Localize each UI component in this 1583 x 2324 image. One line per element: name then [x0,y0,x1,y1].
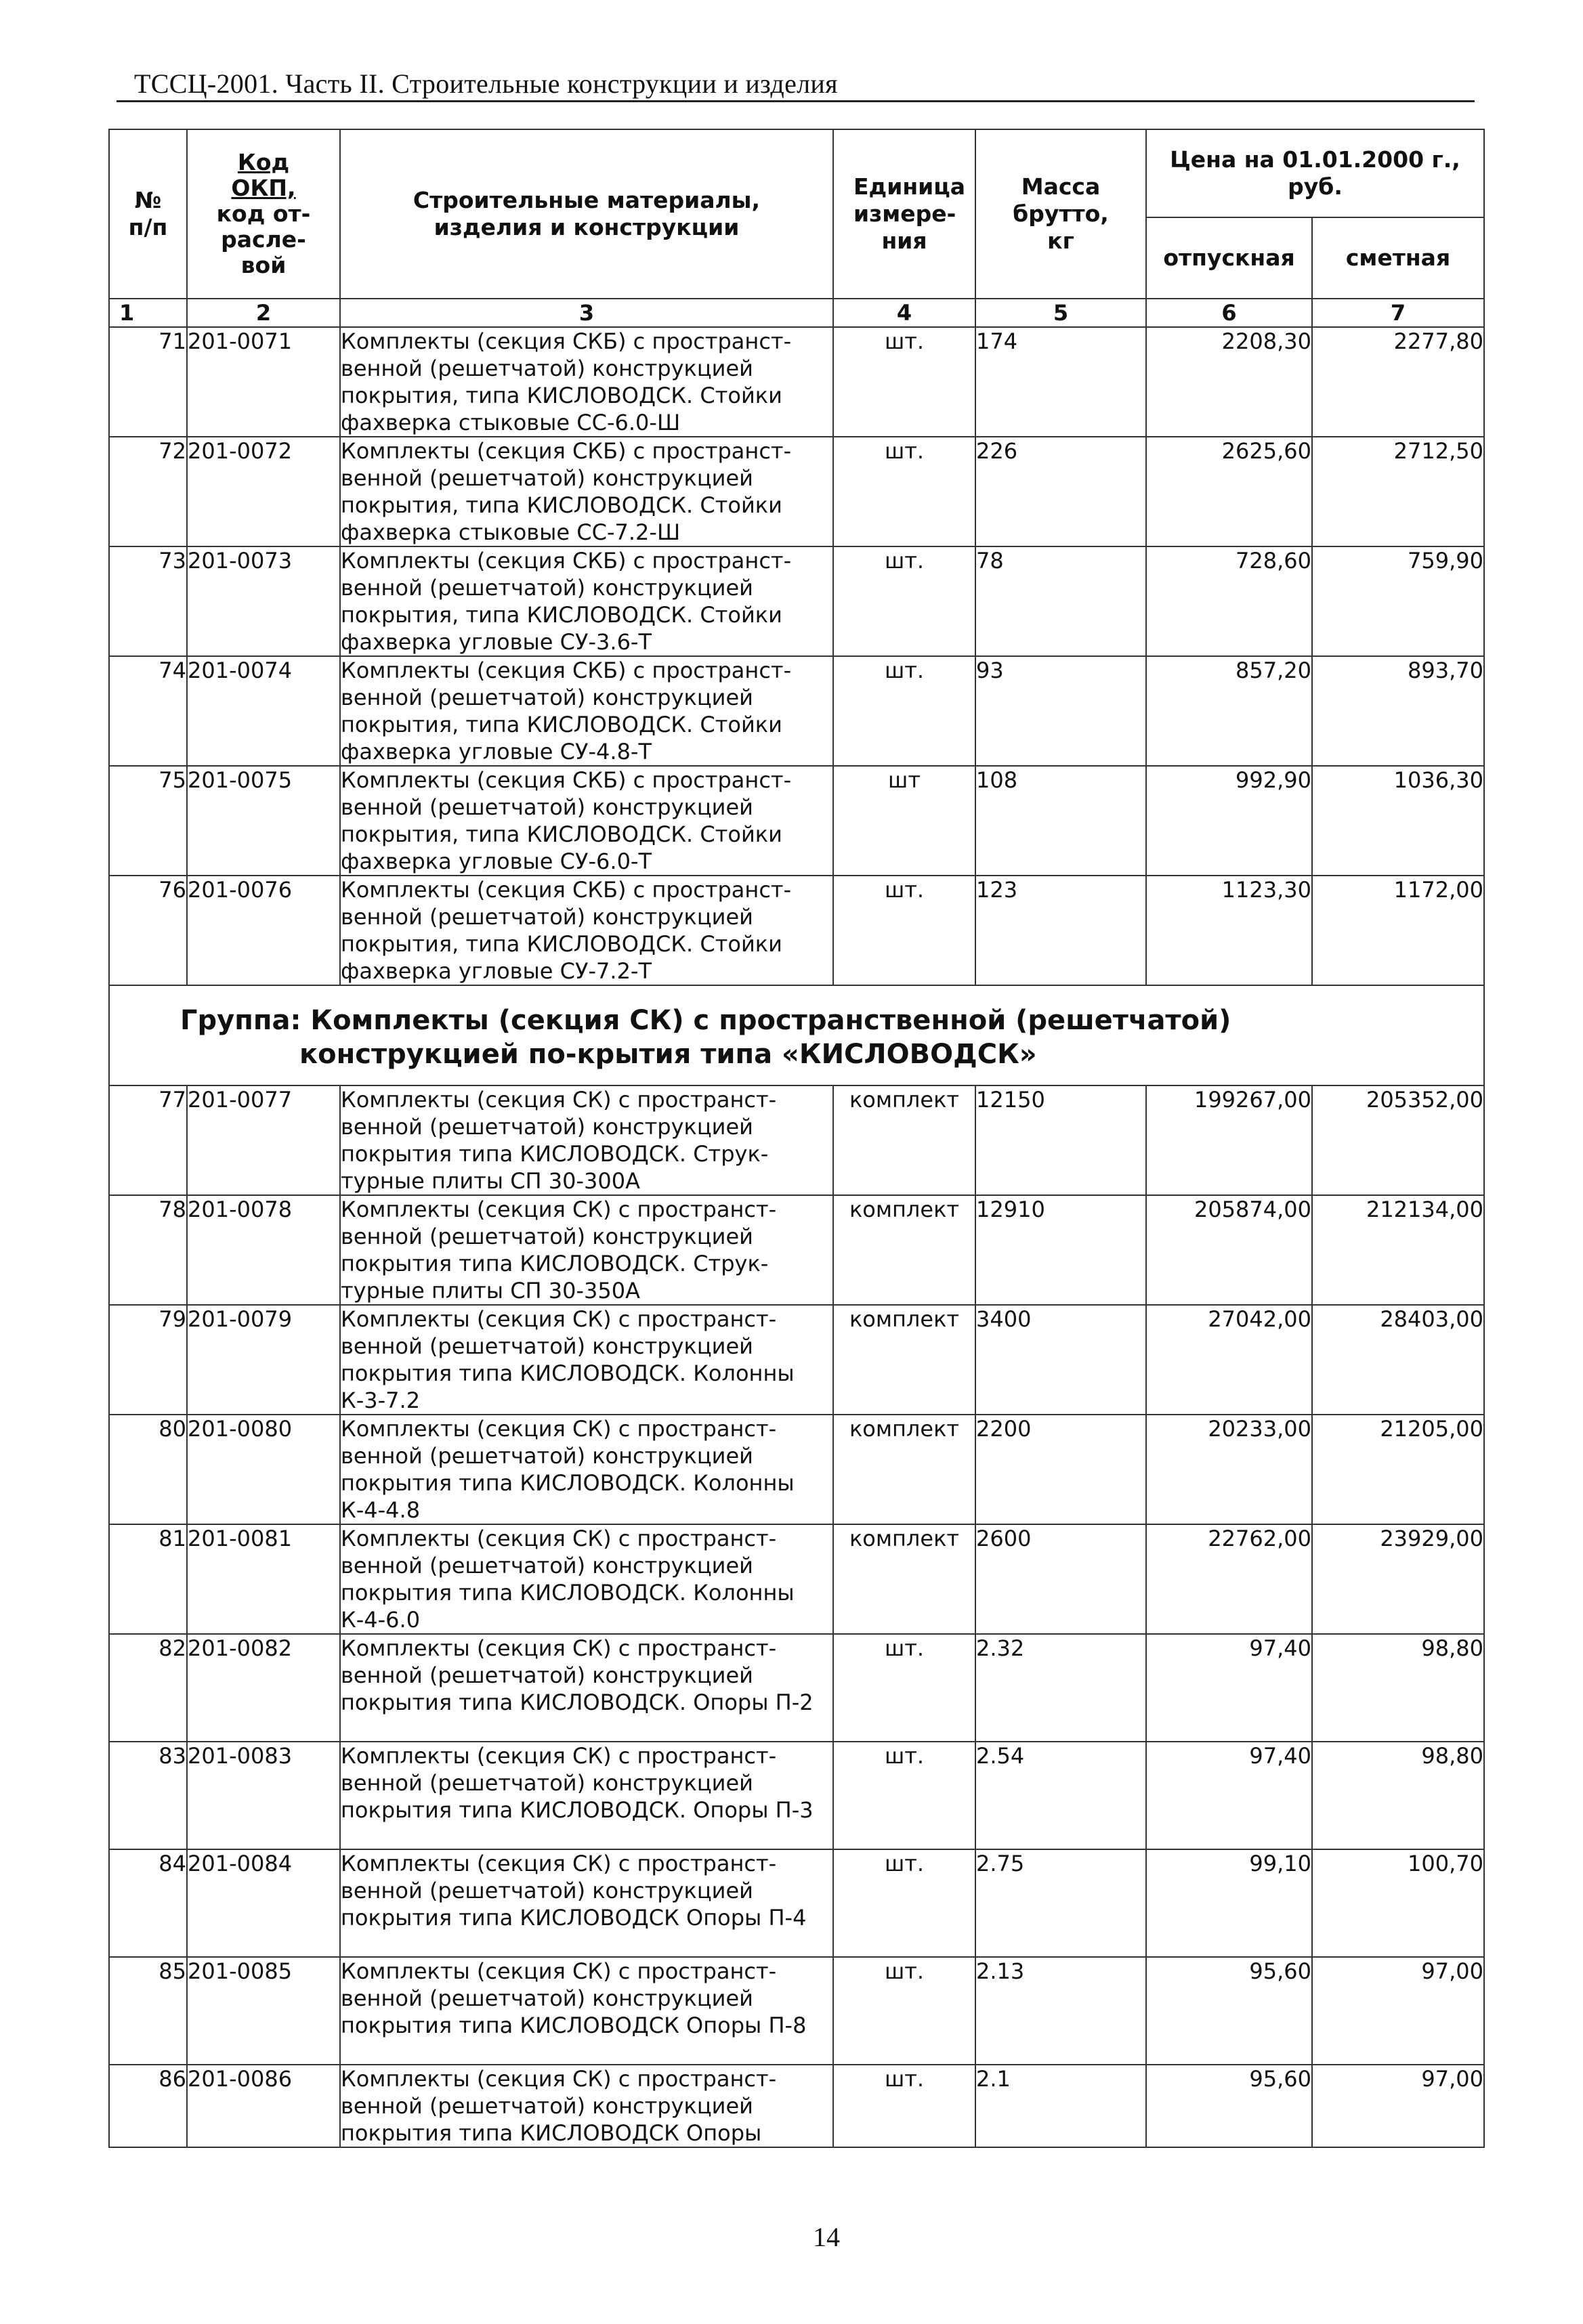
column-number: 7 [1312,299,1484,327]
row-description: Комплекты (секция СК) с пространст-венной (решетчатой) конструкцией покрытия типа КИСЛОВОДСК. Опоры П-2 [340,1634,833,1742]
row-unit: шт. [833,546,975,656]
row-estimate-price: 212134,00 [1312,1195,1484,1305]
row-code: 201-0072 [187,437,340,546]
row-code: 201-0079 [187,1305,340,1415]
row-estimate-price: 97,00 [1312,2065,1484,2147]
table-row [109,1305,1484,1415]
row-number: 80 [109,1415,187,1524]
row-release-price: 205874,00 [1146,1195,1312,1305]
row-code: 201-0085 [187,1957,340,2065]
header-rule [117,100,1475,102]
row-code: 201-0084 [187,1849,340,1957]
column-number: 1 [109,299,187,327]
row-unit: шт. [833,876,975,985]
row-description: Комплекты (секция СК) с пространст-венной (решетчатой) конструкцией покрытия типа КИСЛОВОДСК Опоры П-8 [340,1957,833,2065]
group-row [109,985,1484,1085]
row-unit: шт. [833,2065,975,2147]
header-num: № п/п [109,129,187,299]
row-code: 201-0080 [187,1415,340,1524]
row-mass: 78 [975,546,1146,656]
table-row [109,1957,1484,2065]
header-okp: Код ОКП, код от-расле-вой [187,129,340,299]
row-release-price: 20233,00 [1146,1415,1312,1524]
row-number: 71 [109,327,187,437]
row-estimate-price: 1172,00 [1312,876,1484,985]
row-number: 74 [109,656,187,766]
row-description: Комплекты (секция СКБ) с пространст-венной (решетчатой) конструкцией покрытия, типа КИСЛОВОДСК. Стойки фахверка угловые СУ-4.8-Т [340,656,833,766]
row-mass: 93 [975,656,1146,766]
row-release-price: 728,60 [1146,546,1312,656]
table-row [109,1195,1484,1305]
row-mass: 123 [975,876,1146,985]
row-number: 84 [109,1849,187,1957]
row-description: Комплекты (секция СК) с пространст-венной (решетчатой) конструкцией покрытия типа КИСЛОВОДСК. Струк-турные плиты СП 30-300А [340,1085,833,1195]
table-row [109,876,1484,985]
row-mass: 174 [975,327,1146,437]
header-unit: Единица измере-ния [833,129,975,299]
running-head: ТССЦ-2001. Часть II. Строительные конструкции и изделия [134,68,838,99]
row-unit: шт. [833,1849,975,1957]
row-number: 72 [109,437,187,546]
page-number: 14 [813,2222,840,2252]
row-number: 81 [109,1524,187,1634]
row-estimate-price: 205352,00 [1312,1085,1484,1195]
row-description: Комплекты (секция СК) с пространст-венной (решетчатой) конструкцией покрытия типа КИСЛОВОДСК. Колонны К-4-6.0 [340,1524,833,1634]
row-number: 73 [109,546,187,656]
table-row [109,437,1484,546]
table-row [109,1524,1484,1634]
row-estimate-price: 28403,00 [1312,1305,1484,1415]
row-description: Комплекты (секция СКБ) с пространст-венной (решетчатой) конструкцией покрытия, типа КИСЛОВОДСК. Стойки фахверка стыковые СС-7.2-Ш [340,437,833,546]
row-number: 75 [109,766,187,876]
table-row [109,1415,1484,1524]
row-number: 76 [109,876,187,985]
row-estimate-price: 98,80 [1312,1634,1484,1742]
row-release-price: 97,40 [1146,1634,1312,1742]
row-estimate-price: 21205,00 [1312,1415,1484,1524]
group-heading [109,985,1484,1085]
row-description: Комплекты (секция СК) с пространст-венной (решетчатой) конструкцией покрытия типа КИСЛОВОДСК. Колонны К-4-4.8 [340,1415,833,1524]
row-release-price: 97,40 [1146,1742,1312,1849]
row-code: 201-0078 [187,1195,340,1305]
header-materials: Строительные материалы, изделия и конструкции [340,129,833,299]
table-row [109,327,1484,437]
row-release-price: 99,10 [1146,1849,1312,1957]
row-number: 83 [109,1742,187,1849]
row-release-price: 857,20 [1146,656,1312,766]
row-estimate-price: 100,70 [1312,1849,1484,1957]
row-number: 78 [109,1195,187,1305]
row-description: Комплекты (секция СКБ) с пространст-венной (решетчатой) конструкцией покрытия, типа КИСЛОВОДСК. Стойки фахверка стыковые СС-6.0-Ш [340,327,833,437]
row-code: 201-0083 [187,1742,340,1849]
row-unit: шт. [833,327,975,437]
row-code: 201-0075 [187,766,340,876]
row-description: Комплекты (секция СК) с пространст-венной (решетчатой) конструкцией покрытия типа КИСЛОВОДСК Опоры П-4 [340,1849,833,1957]
row-mass: 2.1 [975,2065,1146,2147]
row-unit: комплект [833,1415,975,1524]
table-row [109,766,1484,876]
row-estimate-price: 759,90 [1312,546,1484,656]
row-code: 201-0076 [187,876,340,985]
row-description: Комплекты (секция СК) с пространст-венной (решетчатой) конструкцией покрытия типа КИСЛОВОДСК. Струк-турные плиты СП 30-350А [340,1195,833,1305]
row-release-price: 199267,00 [1146,1085,1312,1195]
row-number: 77 [109,1085,187,1195]
row-unit: шт [833,766,975,876]
header-mass: Масса брутто, кг [975,129,1146,299]
row-number: 82 [109,1634,187,1742]
row-release-price: 27042,00 [1146,1305,1312,1415]
row-unit: шт. [833,437,975,546]
header-release-price: отпускная [1146,217,1312,299]
row-unit: комплект [833,1085,975,1195]
row-unit: комплект [833,1195,975,1305]
table-row [109,656,1484,766]
row-mass: 2.54 [975,1742,1146,1849]
row-unit: шт. [833,656,975,766]
row-mass: 12150 [975,1085,1146,1195]
table-row [109,1849,1484,1957]
column-number: 2 [187,299,340,327]
row-description: Комплекты (секция СК) с пространст-венной (решетчатой) конструкцией покрытия типа КИСЛОВОДСК. Колонны К-3-7.2 [340,1305,833,1415]
row-description: Комплекты (секция СКБ) с пространст-венной (решетчатой) конструкцией покрытия, типа КИСЛОВОДСК. Стойки фахверка угловые СУ-7.2-Т [340,876,833,985]
row-code: 201-0071 [187,327,340,437]
row-mass: 2.32 [975,1634,1146,1742]
column-number: 6 [1146,299,1312,327]
row-release-price: 95,60 [1146,1957,1312,2065]
row-unit: комплект [833,1305,975,1415]
row-estimate-price: 97,00 [1312,1957,1484,2065]
row-number: 85 [109,1957,187,2065]
table-row [109,1742,1484,1849]
row-number: 79 [109,1305,187,1415]
table-row [109,2065,1484,2147]
row-code: 201-0073 [187,546,340,656]
row-release-price: 992,90 [1146,766,1312,876]
row-estimate-price: 1036,30 [1312,766,1484,876]
header-estimate-price: сметная [1312,217,1484,299]
table-row [109,1634,1484,1742]
column-number: 3 [340,299,833,327]
row-mass: 12910 [975,1195,1146,1305]
row-release-price: 2208,30 [1146,327,1312,437]
row-description: Комплекты (секция СК) с пространст-венной (решетчатой) конструкцией покрытия типа КИСЛОВОДСК Опоры [340,2065,833,2147]
row-unit: шт. [833,1634,975,1742]
row-code: 201-0082 [187,1634,340,1742]
row-release-price: 95,60 [1146,2065,1312,2147]
row-code: 201-0074 [187,656,340,766]
row-unit: шт. [833,1742,975,1849]
row-code: 201-0077 [187,1085,340,1195]
column-number: 4 [833,299,975,327]
row-mass: 3400 [975,1305,1146,1415]
row-mass: 2600 [975,1524,1146,1634]
group-title: Группа: Комплекты (секция СК) с пространственной (решетчатой) конструкцией по-крытия типа «КИСЛОВОДСК» [180,1005,1231,1070]
row-unit: комплект [833,1524,975,1634]
row-release-price: 22762,00 [1146,1524,1312,1634]
column-number: 5 [975,299,1146,327]
row-release-price: 2625,60 [1146,437,1312,546]
row-estimate-price: 2277,80 [1312,327,1484,437]
row-estimate-price: 23929,00 [1312,1524,1484,1634]
row-unit: шт. [833,1957,975,2065]
row-description: Комплекты (секция СКБ) с пространст-венной (решетчатой) конструкцией покрытия, типа КИСЛОВОДСК. Стойки фахверка угловые СУ-3.6-Т [340,546,833,656]
price-table [108,129,1485,2148]
row-mass: 2.75 [975,1849,1146,1957]
row-code: 201-0086 [187,2065,340,2147]
header-price: Цена на 01.01.2000 г., руб. [1146,129,1484,217]
row-number: 86 [109,2065,187,2147]
table-row [109,546,1484,656]
row-mass: 108 [975,766,1146,876]
row-description: Комплекты (секция СК) с пространст-венной (решетчатой) конструкцией покрытия типа КИСЛОВОДСК. Опоры П-3 [340,1742,833,1849]
row-code: 201-0081 [187,1524,340,1634]
row-mass: 2.13 [975,1957,1146,2065]
table-row [109,1085,1484,1195]
column-number-row [109,299,1484,327]
row-mass: 226 [975,437,1146,546]
row-estimate-price: 2712,50 [1312,437,1484,546]
row-mass: 2200 [975,1415,1146,1524]
row-description: Комплекты (секция СКБ) с пространст-венной (решетчатой) конструкцией покрытия, типа КИСЛОВОДСК. Стойки фахверка угловые СУ-6.0-Т [340,766,833,876]
row-estimate-price: 893,70 [1312,656,1484,766]
row-release-price: 1123,30 [1146,876,1312,985]
row-estimate-price: 98,80 [1312,1742,1484,1849]
